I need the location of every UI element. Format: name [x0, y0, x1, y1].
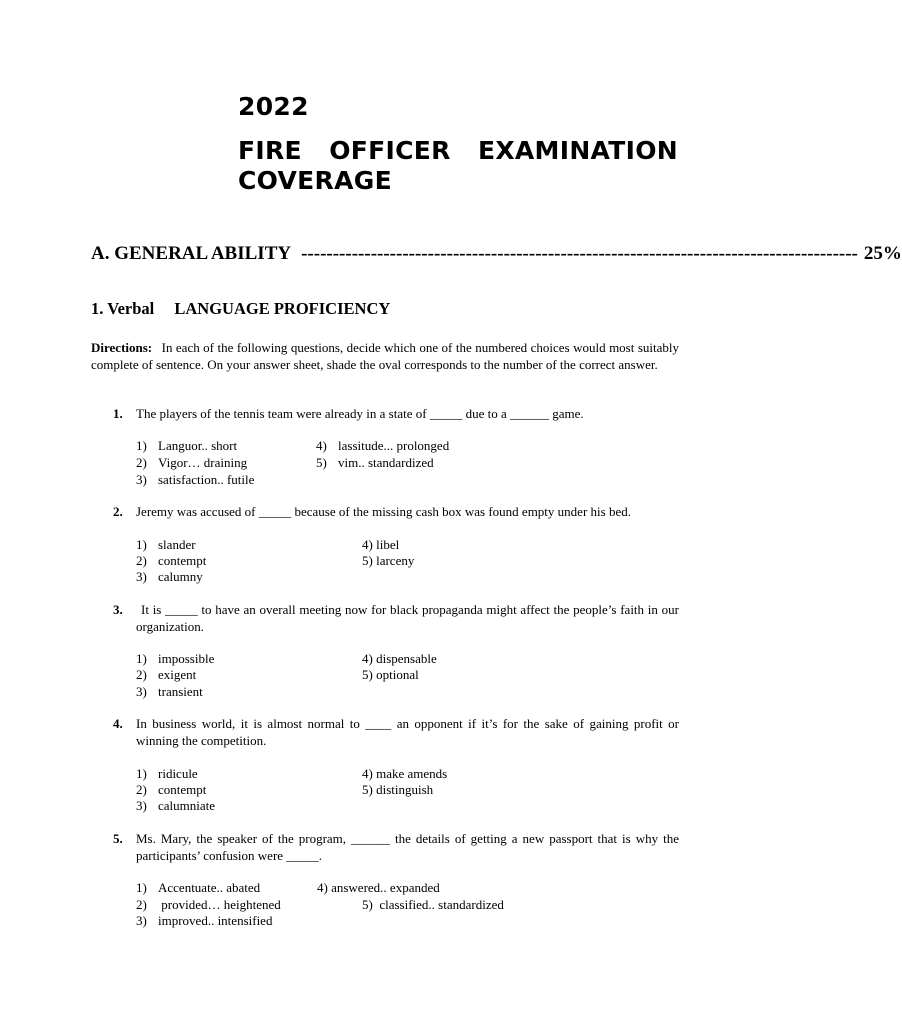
option: 5) optional: [362, 667, 419, 682]
option: 5) vim.. standardized: [316, 455, 434, 470]
exam-title-line-1: [238, 136, 678, 165]
option: 1) ridicule: [136, 766, 198, 781]
option: 1) Accentuate.. abated: [136, 880, 261, 895]
question-4: [113, 716, 679, 749]
option: 3) calumny: [136, 569, 203, 584]
question-text: Jeremy was accused of _____ because of the missing cash box was found empty under his bed.: [136, 504, 631, 519]
subsection-number: 1.: [91, 299, 104, 318]
question-number: 5.: [113, 831, 123, 846]
title-word: FIRE: [238, 136, 302, 165]
option: 3) improved.. intensified: [136, 913, 273, 928]
option: 1) slander: [136, 537, 196, 552]
option: 4) dispensable: [362, 651, 437, 666]
question-text: Ms. Mary, the speaker of the program, ______ the details of getting a new passport that is why the participants’ confusion were _____.: [136, 831, 679, 863]
section-percent: 25%: [863, 243, 902, 264]
exam-title-line-2: COVERAGE: [238, 166, 392, 195]
option: 5) larceny: [362, 553, 415, 568]
option: 2) exigent: [136, 667, 197, 682]
question-3: [113, 602, 679, 635]
option: 1) Languor.. short: [136, 438, 238, 453]
subsection-heading: [91, 299, 390, 319]
section-label: A. GENERAL ABILITY: [91, 243, 292, 264]
option: 2) contempt: [136, 782, 207, 797]
question-number: 2.: [113, 504, 123, 519]
option: 2) contempt: [136, 553, 207, 568]
option: 2) Vigor… draining: [136, 455, 248, 470]
title-word: OFFICER: [329, 136, 451, 165]
question-number: 4.: [113, 716, 123, 731]
question-text: The players of the tennis team were already in a state of _____ due to a ______ game.: [136, 406, 584, 421]
section-heading: [91, 243, 902, 265]
option: 2) provided… heightened: [136, 897, 281, 912]
exam-year: 2022: [238, 92, 309, 121]
directions-paragraph: [91, 340, 679, 373]
question-text: It is _____ to have an overall meeting now for black propaganda might affect the people’s faith in our organization.: [136, 602, 679, 634]
subsection-name: Verbal: [107, 299, 155, 318]
question-number: 1.: [113, 406, 123, 421]
option: 4) libel: [362, 537, 400, 552]
option: 3) transient: [136, 684, 203, 699]
title-word: EXAMINATION: [477, 136, 678, 165]
directions-text: In each of the following questions, decide which one of the numbered choices would most suitably complete of sentence. On your answer sheet, shade the oval corresponds to the number of the correct answer.: [91, 340, 679, 372]
option: 3) satisfaction.. futile: [136, 472, 255, 487]
question-5: [113, 831, 679, 864]
option: 4) lassitude... prolonged: [316, 438, 450, 453]
option: 4) answered.. expanded: [317, 880, 440, 895]
question-text: In business world, it is almost normal to ____ an opponent if it’s for the sake of gaining profit or winning the competition.: [136, 716, 679, 748]
option: 5) distinguish: [362, 782, 434, 797]
option: 1) impossible: [136, 651, 215, 666]
subsection-topic: LANGUAGE PROFICIENCY: [174, 299, 391, 318]
question-2: [113, 504, 679, 521]
option: 5) classified.. standardized: [362, 897, 504, 912]
question-number: 3.: [113, 602, 123, 617]
option: 3) calumniate: [136, 798, 216, 813]
section-leader: ----------------------------------------------------------------------------------------: [301, 243, 858, 264]
option: 4) make amends: [362, 766, 448, 781]
question-1: [113, 406, 679, 423]
directions-label: Directions:: [91, 340, 153, 355]
